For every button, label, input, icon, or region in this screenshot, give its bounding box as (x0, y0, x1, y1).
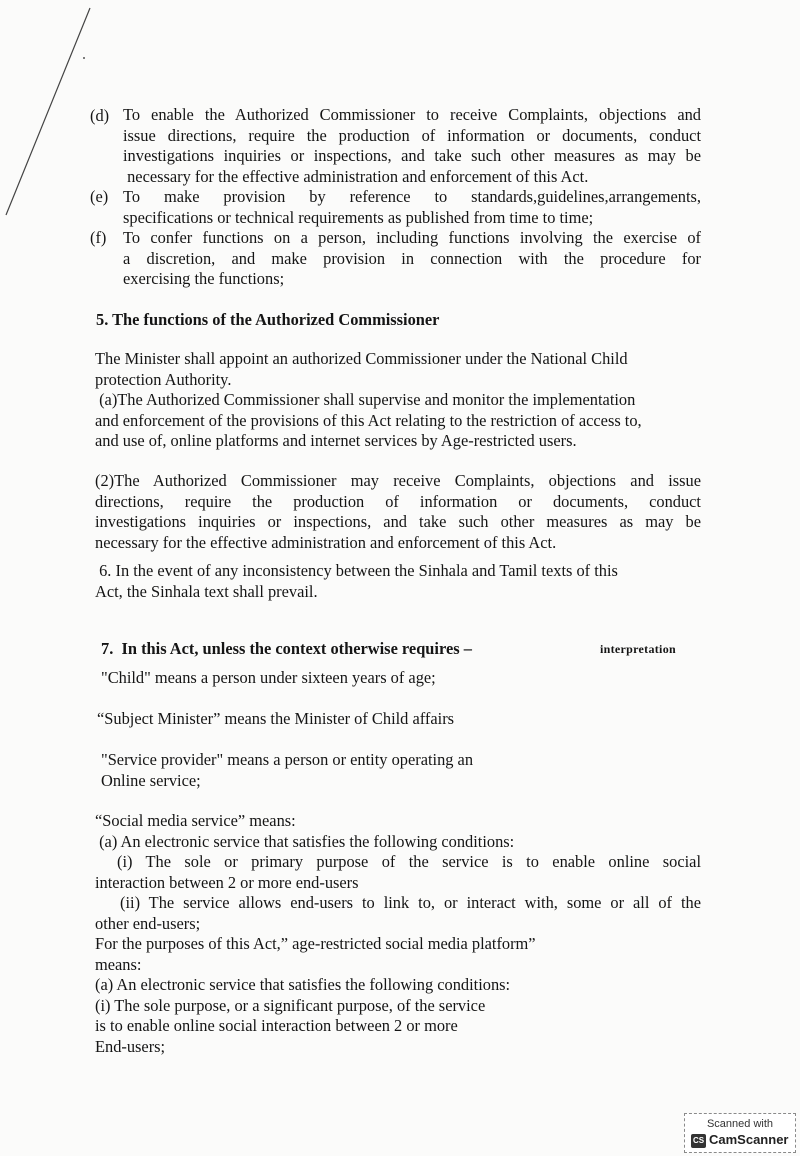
definition-age-restricted-line: means: (95, 954, 142, 974)
definition-subject-minister: “Subject Minister” means the Minister of Child affairs (97, 709, 455, 728)
section-5-clause-a-line: (a)The Authorized Commissioner shall supervise and monitor the implementation (95, 390, 636, 409)
section-5-clause-2-line: (2)The Authorized Commissioner may receive Complaints, objections and issue (95, 471, 701, 490)
definition-social-media-ii-line: (ii) The service allows end-users to link to, or interact with, some or all of the (120, 893, 701, 912)
camscanner-badge (684, 1113, 796, 1153)
item-d-line: investigations inquiries or inspections, and take such other measures as may be (123, 146, 701, 165)
item-d-line: To enable the Authorized Commissioner to receive Complaints, objections and (123, 105, 701, 124)
definition-age-restricted-line: End-users; (95, 1036, 166, 1056)
definition-age-restricted (95, 934, 701, 1057)
badge-brand-name: CamScanner (709, 1132, 789, 1147)
item-e-line: To make provision by reference to standards,guidelines,arrangements, (123, 187, 701, 206)
section-5-intro-line: The Minister shall appoint an authorized Commissioner under the National Child (95, 349, 628, 368)
definition-social-media-i-line: (i) The sole or primary purpose of the service is to enable online social (117, 852, 701, 871)
definition-child: "Child" means a person under sixteen years of age; (101, 668, 436, 687)
item-f-line: a discretion, and make provision in connection with the procedure for (123, 248, 701, 268)
definition-social-media (95, 811, 701, 934)
definition-social-media-i-line: interaction between 2 or more end-users (95, 872, 359, 892)
badge-caption: Scanned with (706, 1118, 774, 1130)
section-5-clause-2-line: necessary for the effective administration and enforcement of this Act. (95, 532, 557, 552)
camscanner-logo-icon: CS (691, 1134, 706, 1148)
definition-age-restricted-line: is to enable online social interaction between 2 or more (95, 1016, 458, 1035)
section-7-heading: 7. In this Act, unless the context otherwise requires – (101, 639, 472, 658)
item-d-line: necessary for the effective administration and enforcement of this Act. (123, 166, 589, 186)
section-5-intro (95, 349, 701, 452)
definition-age-restricted-line: (a) An electronic service that satisfies the following conditions: (95, 975, 511, 994)
item-e-text (123, 187, 701, 228)
definition-social-media-ii-line: other end-users; (95, 913, 201, 933)
section-6-line: Act, the Sinhala text shall prevail. (95, 581, 318, 601)
definition-age-restricted-line: (i) The sole purpose, or a significant purpose, of the service (95, 995, 486, 1015)
definition-age-restricted-line: For the purposes of this Act,” age-restricted social media platform” (95, 934, 536, 953)
item-d-label: (d) (90, 106, 110, 125)
item-e-label: (e) (90, 187, 109, 206)
item-f-label: (f) (90, 228, 107, 247)
section-5-heading: 5. The functions of the Authorized Commissioner (96, 310, 440, 329)
section-5-clause-a-line: and use of, online platforms and internet services by Age-restricted users. (95, 431, 577, 450)
item-f-line: To confer functions on a person, including functions involving the exercise of (123, 228, 701, 247)
definition-service-provider (101, 750, 601, 791)
section-5-clause-2-line: directions, require the production of information or documents, conduct (95, 491, 701, 511)
item-d-line: issue directions, require the production of information or documents, conduct (123, 125, 701, 145)
item-d-text (123, 105, 701, 187)
section-6-line: 6. In the event of any inconsistency between the Sinhala and Tamil texts of this (95, 561, 618, 580)
section-5-clause-2 (95, 471, 701, 553)
margin-note-interpretation: interpretation (600, 642, 676, 656)
definition-social-media-a: (a) An electronic service that satisfies the following conditions: (95, 831, 515, 851)
scan-edge-mark (0, 0, 100, 230)
item-e-line: specifications or technical requirements as published from time to time; (123, 207, 594, 227)
section-5-intro-line: protection Authority. (95, 369, 232, 389)
definition-social-media-title: “Social media service” means: (95, 811, 296, 830)
definition-service-provider-line: "Service provider" means a person or entity operating an (101, 750, 474, 769)
definition-service-provider-line: Online service; (101, 770, 201, 790)
item-f-line: exercising the functions; (123, 269, 285, 288)
item-f-text (123, 228, 701, 290)
section-5-clause-2-line: investigations inquiries or inspections, and take such other measures as may be (95, 512, 701, 531)
section-5-clause-a-line: and enforcement of the provisions of this Act relating to the restriction of access to, (95, 410, 642, 430)
section-6 (95, 561, 701, 602)
